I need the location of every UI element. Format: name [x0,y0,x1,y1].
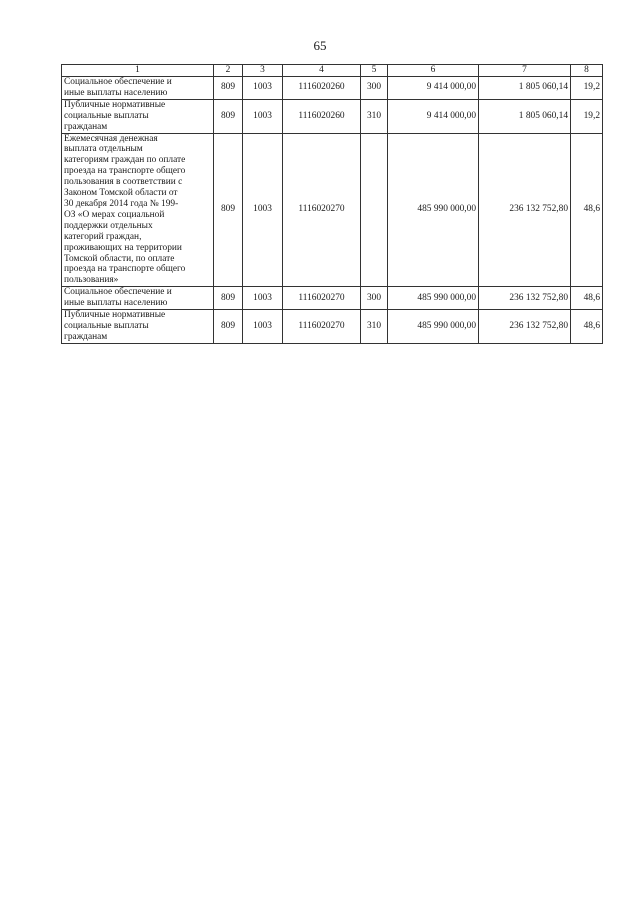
item-name-line: иные выплаты населению [64,87,168,98]
cell-executed-amount: 1 805 060,14 [479,77,571,100]
item-name-line: проживающих на территории [64,242,182,253]
table-row [62,287,603,310]
page-number: 65 [313,38,327,53]
cell-section-code: 1003 [243,310,283,344]
item-name-line: Законом Томской области от [64,188,178,199]
cell-percent-executed: 19,2 [571,99,603,133]
cell-percent-executed: 48,6 [571,133,603,287]
cell-item-name [62,287,214,310]
item-name-line: Социальное обеспечение и [64,77,172,87]
cell-target-code: 1116020270 [283,310,361,344]
budget-table [61,64,603,344]
item-name-line: Социальное обеспечение и [64,287,172,298]
item-name-line: 30 декабря 2014 года № 199- [64,198,179,209]
cell-expense-type [361,133,388,287]
item-name-line: проезда на транспорте общего [64,166,186,177]
table-row [62,99,603,133]
item-name-line: социальные выплаты [64,320,149,331]
cell-item-name [62,77,214,100]
item-name-line: Томской области, по оплате [64,253,175,264]
cell-executed-amount: 236 132 752,80 [479,310,571,344]
cell-planned-amount: 9 414 000,00 [388,99,479,133]
cell-item-name [62,310,214,344]
header-cell: 4 [283,65,361,77]
header-cell: 3 [243,65,283,77]
cell-executed-amount: 1 805 060,14 [479,99,571,133]
cell-target-code: 1116020260 [283,77,361,100]
cell-planned-amount: 485 990 000,00 [388,310,479,344]
item-name-line: гражданам [64,331,108,342]
item-name-line: пользования» [64,275,119,286]
cell-planned-amount: 9 414 000,00 [388,77,479,100]
cell-target-code: 1116020270 [283,133,361,287]
item-name-line: гражданам [64,121,108,132]
cell-executed-amount: 236 132 752,80 [479,133,571,287]
table-row [62,133,603,287]
item-name-line: поддержки отдельных [64,220,153,231]
cell-target-code: 1116020270 [283,287,361,310]
table-row [62,77,603,100]
cell-expense-type: 300 [361,77,388,100]
cell-ministry-code: 809 [214,133,243,287]
header-cell: 7 [479,65,571,77]
cell-ministry-code: 809 [214,99,243,133]
cell-target-code: 1116020260 [283,99,361,133]
header-cell: 8 [571,65,603,77]
header-cell: 5 [361,65,388,77]
cell-planned-amount: 485 990 000,00 [388,133,479,287]
cell-ministry-code: 809 [214,287,243,310]
item-name-line: выплата отдельным [64,144,143,155]
cell-expense-type: 310 [361,310,388,344]
item-name-line: пользования в соответствии с [64,177,183,188]
cell-percent-executed: 48,6 [571,287,603,310]
cell-planned-amount: 485 990 000,00 [388,287,479,310]
cell-section-code: 1003 [243,287,283,310]
cell-section-code: 1003 [243,133,283,287]
header-cell: 2 [214,65,243,77]
item-name-line: социальные выплаты [64,110,149,121]
item-name-line: Ежемесячная денежная [64,133,158,144]
item-name-line: проезда на транспорте общего [64,264,186,275]
cell-ministry-code: 809 [214,77,243,100]
cell-expense-type: 310 [361,99,388,133]
item-name-line: категорий граждан, [64,231,142,242]
item-name-line: ОЗ «О мерах социальной [64,209,165,220]
header-cell: 1 [62,65,214,77]
cell-percent-executed: 19,2 [571,77,603,100]
item-name-line: категориям граждан по оплате [64,155,186,166]
cell-expense-type: 300 [361,287,388,310]
item-name-line: иные выплаты населению [64,298,168,309]
table-header-row [62,65,603,77]
cell-item-name [62,99,214,133]
cell-item-name [62,133,214,287]
cell-section-code: 1003 [243,99,283,133]
table-row [62,310,603,344]
cell-percent-executed: 48,6 [571,310,603,344]
cell-section-code: 1003 [243,77,283,100]
cell-executed-amount: 236 132 752,80 [479,287,571,310]
item-name-line: Публичные нормативные [64,310,166,321]
item-name-line: Публичные нормативные [64,99,166,110]
header-cell: 6 [388,65,479,77]
cell-ministry-code: 809 [214,310,243,344]
